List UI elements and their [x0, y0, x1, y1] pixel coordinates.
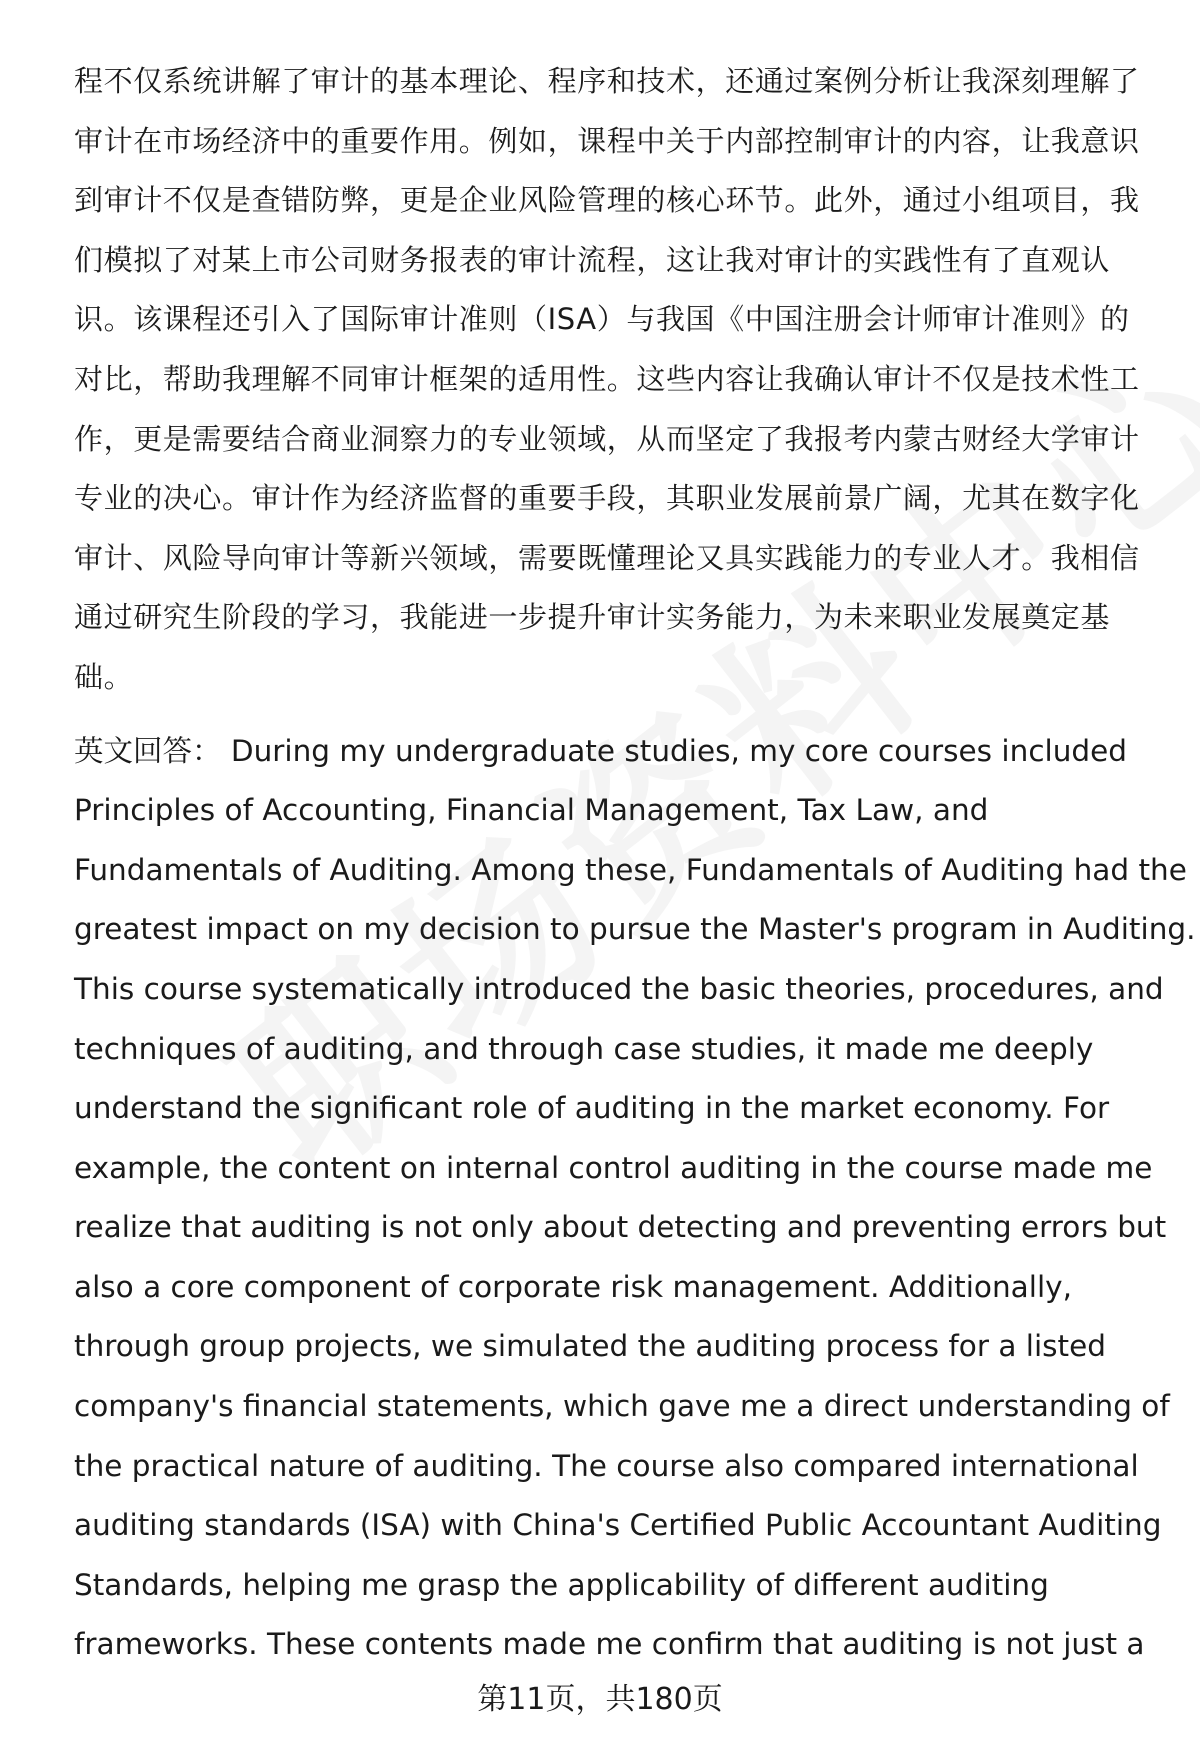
- paragraph-line: 审计、风险导向审计等新兴领域，需要既懂理论又具实践能力的专业人才。我相信: [74, 540, 1140, 575]
- paragraph-line: Standards, helping me grasp the applicability of different auditing: [74, 1567, 1049, 1602]
- english-paragraph: [74, 722, 1196, 1676]
- paragraph-line: 通过研究生阶段的学习，我能进一步提升审计实务能力，为未来职业发展奠定基: [74, 600, 1111, 635]
- paragraph-line: 作，更是需要结合商业洞察力的专业领域，从而坚定了我报考内蒙古财经大学审计: [74, 421, 1140, 456]
- paragraph-line: Fundamentals of Auditing. Among these, Fundamentals of Auditing had the: [74, 852, 1187, 887]
- paragraph-line: This course systematically introduced the basic theories, procedures, and: [74, 971, 1164, 1006]
- paragraph-line: Principles of Accounting, Financial Management, Tax Law, and: [74, 793, 989, 828]
- chinese-paragraph: [74, 52, 1154, 708]
- paragraph-line: 们模拟了对某上市公司财务报表的审计流程，这让我对审计的实践性有了直观认: [74, 242, 1111, 277]
- paragraph-line: techniques of auditing, and through case studies, it made me deeply: [74, 1031, 1094, 1066]
- paragraph-line: greatest impact on my decision to pursue the Master's program in Auditing.: [74, 912, 1196, 947]
- paragraph-line: also a core component of corporate risk management. Additionally,: [74, 1269, 1072, 1304]
- paragraph-line: 程不仅系统讲解了审计的基本理论、程序和技术，还通过案例分析让我深刻理解了: [74, 64, 1140, 98]
- paragraph-line: realize that auditing is not only about detecting and preventing errors but: [74, 1210, 1167, 1245]
- page-content: [74, 52, 1196, 1675]
- page-number-footer: 第11页，共180页: [477, 1682, 723, 1717]
- paragraph-line: understand the significant role of auditing in the market economy. For: [74, 1091, 1110, 1126]
- paragraph-line: auditing standards (ISA) with China's Certified Public Accountant Auditing: [74, 1508, 1162, 1543]
- paragraph-line: 础。: [74, 659, 134, 694]
- paragraph-line: 审计在市场经济中的重要作用。例如，课程中关于内部控制审计的内容，让我意识: [74, 123, 1140, 158]
- paragraph-line: 英文回答： During my undergraduate studies, my core courses included: [74, 733, 1128, 768]
- paragraph-line: frameworks. These contents made me confirm that auditing is not just a: [74, 1627, 1145, 1662]
- paragraph-gap: [74, 708, 1154, 722]
- paragraph-line: example, the content on internal control auditing in the course made me: [74, 1150, 1153, 1185]
- paragraph-line: the practical nature of auditing. The course also compared international: [74, 1448, 1139, 1483]
- paragraph-line: 专业的决心。审计作为经济监督的重要手段，其职业发展前景广阔，尤其在数字化: [74, 481, 1140, 516]
- paragraph-line: 对比，帮助我理解不同审计框架的适用性。这些内容让我确认审计不仅是技术性工: [74, 361, 1140, 396]
- paragraph-line: 到审计不仅是查错防弊，更是企业风险管理的核心环节。此外，通过小组项目，我: [74, 183, 1140, 218]
- paragraph-line: 识。该课程还引入了国际审计准则（ISA）与我国《中国注册会计师审计准则》的: [74, 302, 1130, 337]
- paragraph-line: through group projects, we simulated the auditing process for a listed: [74, 1329, 1106, 1364]
- paragraph-line: company's financial statements, which gave me a direct understanding of: [74, 1389, 1170, 1424]
